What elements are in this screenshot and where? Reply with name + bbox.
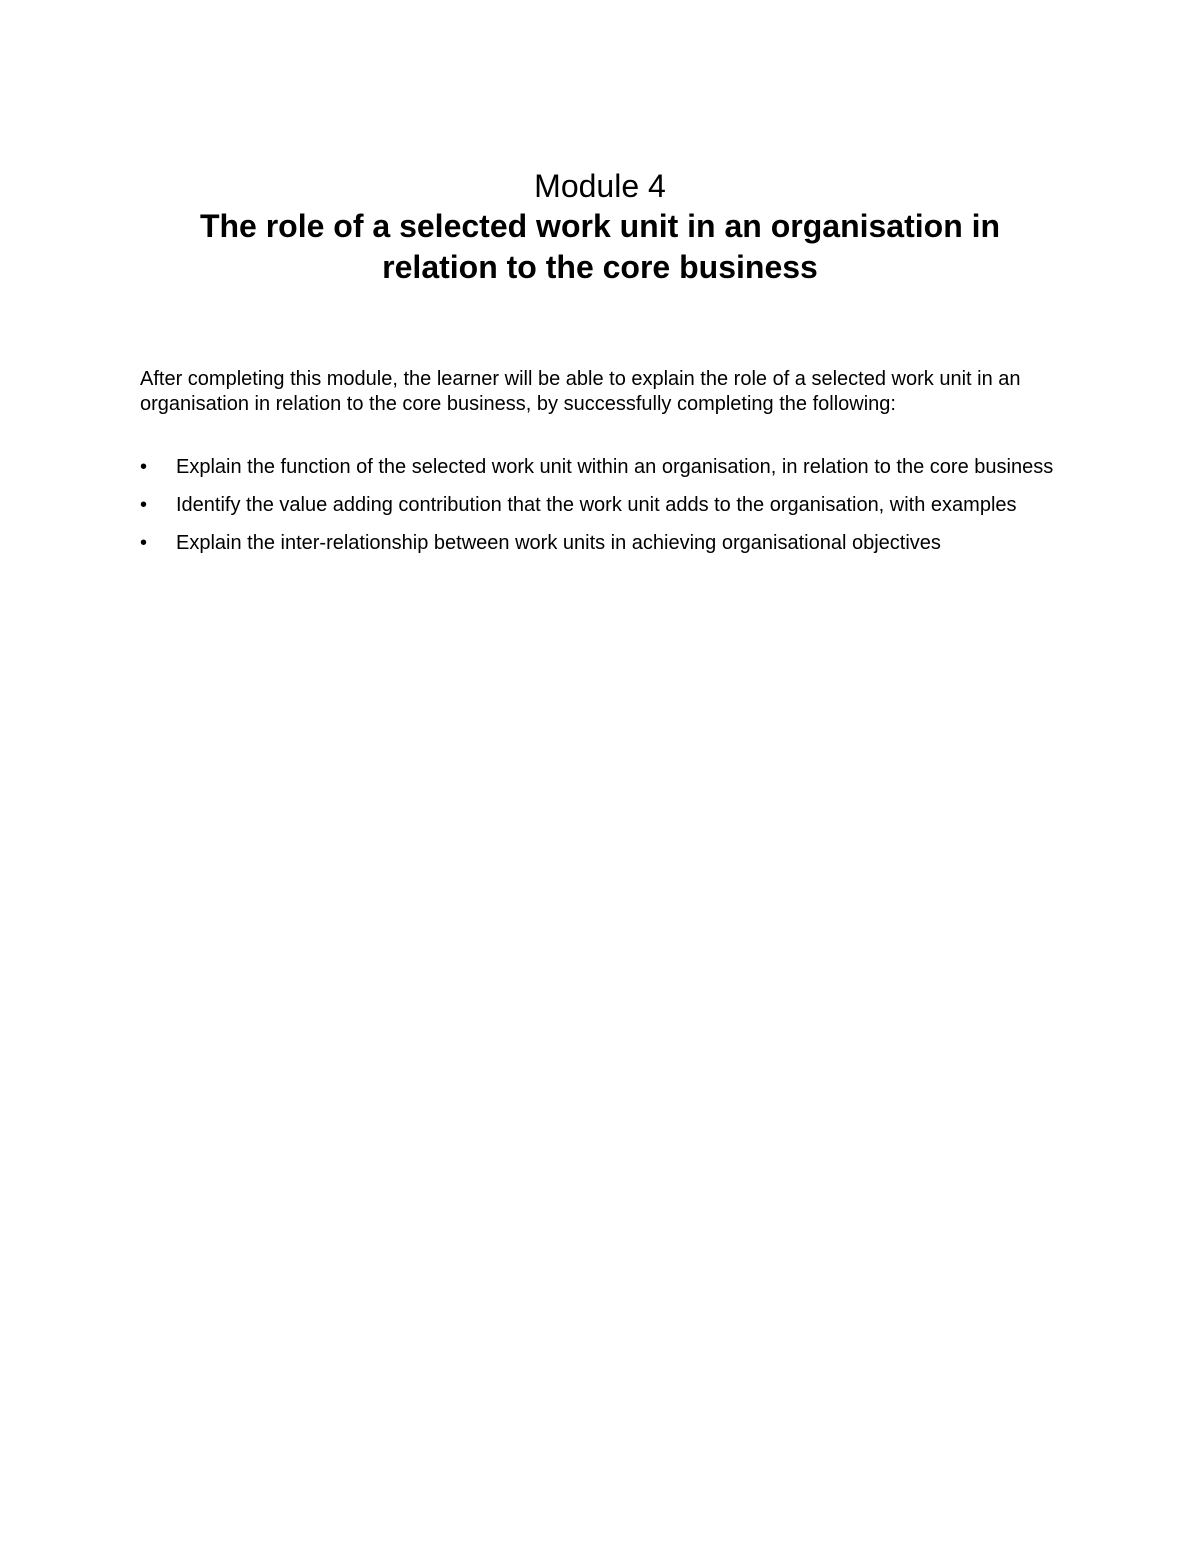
- title-block: [140, 166, 1060, 288]
- module-number: Module 4: [534, 168, 666, 204]
- bullet-dot-icon: •: [140, 532, 148, 554]
- objective-text: Identify the value adding contribution that the work unit adds to the organisation, with examples: [176, 494, 1017, 516]
- bullet-dot-icon: •: [140, 456, 148, 478]
- objective-text: Explain the function of the selected work unit within an organisation, in relation to the core business: [176, 456, 1054, 478]
- objective-text: Explain the inter-relationship between work units in achieving organisational objectives: [176, 532, 941, 554]
- objectives-list: [140, 455, 1058, 569]
- intro-paragraph: After completing this module, the learner will be able to explain the role of a selected work unit in an organisation in relation to the core business, by successfully completing the following:: [140, 368, 1021, 415]
- bullet-dot-icon: •: [140, 494, 148, 516]
- list-item: [140, 455, 1058, 480]
- list-item: [140, 493, 1058, 518]
- list-item: [140, 531, 1058, 556]
- module-title: The role of a selected work unit in an organisation in relation to the core business: [199, 208, 1001, 285]
